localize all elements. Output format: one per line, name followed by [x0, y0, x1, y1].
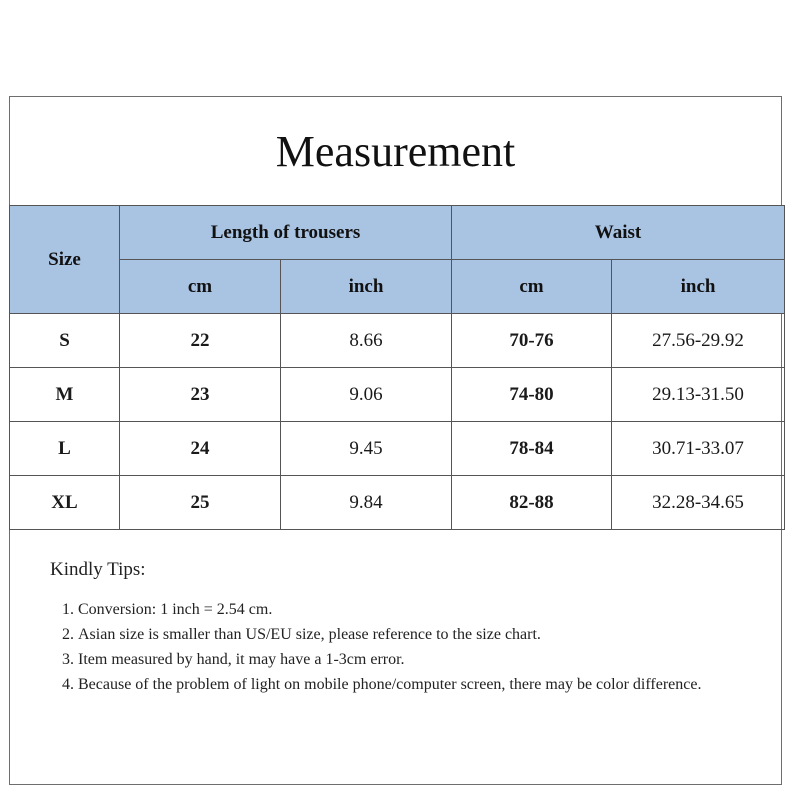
- table-row: [10, 368, 785, 422]
- size-cell: S: [10, 314, 120, 368]
- table-row: [10, 422, 785, 476]
- length-inch-cell: 8.66: [281, 314, 452, 368]
- length-inch-cell: 9.84: [281, 476, 452, 530]
- unit-header: inch: [612, 260, 785, 314]
- waist-group-header: Waist: [452, 206, 785, 260]
- length-cm-cell: 22: [120, 314, 281, 368]
- waist-inch-cell: 27.56-29.92: [612, 314, 785, 368]
- waist-cm-cell: 82-88: [452, 476, 612, 530]
- tips-title: Kindly Tips:: [50, 559, 146, 580]
- unit-header: inch: [281, 260, 452, 314]
- waist-inch-cell: 29.13-31.50: [612, 368, 785, 422]
- length-cm-cell: 23: [120, 368, 281, 422]
- page-title: Measurement: [275, 126, 516, 176]
- measurement-card: [9, 96, 782, 785]
- length-inch-cell: 9.45: [281, 422, 452, 476]
- list-item: 4. Because of the problem of light on mobile phone/computer screen, there may be color difference.: [78, 672, 750, 697]
- length-inch-cell: 9.06: [281, 368, 452, 422]
- waist-cm-cell: 70-76: [452, 314, 612, 368]
- unit-header: cm: [452, 260, 612, 314]
- list-item: 3. Item measured by hand, it may have a 1-3cm error.: [78, 647, 750, 672]
- size-cell: XL: [10, 476, 120, 530]
- list-item: 2. Asian size is smaller than US/EU size, please reference to the size chart.: [78, 622, 750, 647]
- kindly-tips: [50, 559, 750, 697]
- unit-header: cm: [120, 260, 281, 314]
- waist-cm-cell: 78-84: [452, 422, 612, 476]
- table-header-row: [10, 206, 785, 260]
- waist-inch-cell: 32.28-34.65: [612, 476, 785, 530]
- waist-inch-cell: 30.71-33.07: [612, 422, 785, 476]
- size-table: [9, 205, 785, 530]
- length-group-header: Length of trousers: [120, 206, 452, 260]
- size-cell: M: [10, 368, 120, 422]
- length-cm-cell: 24: [120, 422, 281, 476]
- waist-cm-cell: 74-80: [452, 368, 612, 422]
- size-column-header: Size: [10, 206, 120, 314]
- size-cell: L: [10, 422, 120, 476]
- table-row: [10, 314, 785, 368]
- length-cm-cell: 25: [120, 476, 281, 530]
- table-unit-row: [10, 260, 785, 314]
- tips-list: [50, 597, 750, 697]
- table-row: [10, 476, 785, 530]
- list-item: 1. Conversion: 1 inch = 2.54 cm.: [78, 597, 750, 622]
